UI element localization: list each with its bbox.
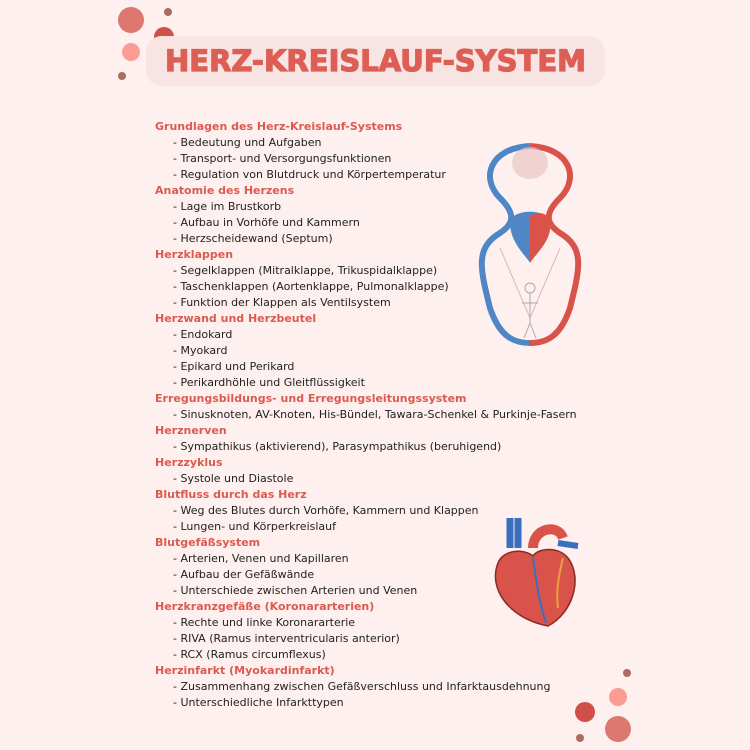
decor-dot	[122, 43, 140, 61]
title-banner	[146, 36, 605, 86]
list-item: - Zusammenhang zwischen Gefäßverschluss und Infarktausdehnung	[173, 680, 551, 693]
section-heading: Anatomie des Herzens	[155, 184, 295, 197]
list-item: - Sinusknoten, AV-Knoten, His-Bündel, Tawara-Schenkel & Purkinje-Fasern	[173, 408, 577, 421]
section-heading: Herzzyklus	[155, 456, 223, 469]
section-heading: Herzkranzgefäße (Koronararterien)	[155, 600, 375, 613]
section-heading: Blutfluss durch das Herz	[155, 488, 307, 501]
list-item: - Lage im Brustkorb	[173, 200, 282, 213]
list-item: - Aufbau in Vorhöfe und Kammern	[173, 216, 360, 229]
decor-dot	[609, 688, 627, 706]
section-heading: Grundlagen des Herz-Kreislauf-Systems	[155, 120, 403, 133]
decor-dot	[575, 702, 595, 722]
heart-illustration-icon	[488, 518, 583, 628]
page-title: HERZ-KREISLAUF-SYSTEM	[164, 44, 586, 78]
list-item: - Unterschiede zwischen Arterien und Venen	[173, 584, 418, 597]
list-item: - Herzscheidewand (Septum)	[173, 232, 333, 245]
list-item: - Unterschiedliche Infarkttypen	[173, 696, 344, 709]
list-item: - Weg des Blutes durch Vorhöfe, Kammern und Klappen	[173, 504, 479, 517]
section-heading: Herzklappen	[155, 248, 234, 261]
decor-dot	[118, 72, 126, 80]
list-item: - Systole und Diastole	[173, 472, 294, 485]
decor-dot	[164, 8, 172, 16]
decor-dot	[623, 669, 631, 677]
decor-dot	[118, 7, 144, 33]
decor-dot	[576, 734, 584, 742]
list-item: - Bedeutung und Aufgaben	[173, 136, 322, 149]
section-heading: Blutgefäßsystem	[155, 536, 261, 549]
section-heading: Herzinfarkt (Myokardinfarkt)	[155, 664, 335, 677]
list-item: - Arterien, Venen und Kapillaren	[173, 552, 349, 565]
list-item: - Funktion der Klappen als Ventilsystem	[173, 296, 391, 309]
decor-dot	[605, 716, 631, 742]
list-item: - RCX (Ramus circumflexus)	[173, 648, 326, 661]
list-item: - Regulation von Blutdruck und Körpertemperatur	[173, 168, 446, 181]
list-item: - Transport- und Versorgungsfunktionen	[173, 152, 392, 165]
list-item: - Segelklappen (Mitralklappe, Trikuspidalklappe)	[173, 264, 438, 277]
list-item: - Endokard	[173, 328, 233, 341]
circulation-diagram-icon	[470, 138, 590, 353]
list-item: - Perikardhöhle und Gleitflüssigkeit	[173, 376, 365, 389]
list-item: - Sympathikus (aktivierend), Parasympathikus (beruhigend)	[173, 440, 502, 453]
list-item: - Myokard	[173, 344, 228, 357]
section-heading: Herznerven	[155, 424, 227, 437]
list-item: - RIVA (Ramus interventricularis anterior)	[173, 632, 400, 645]
list-item: - Rechte und linke Koronararterie	[173, 616, 356, 629]
section-heading: Erregungsbildungs- und Erregungsleitungssystem	[155, 392, 467, 405]
list-item: - Lungen- und Körperkreislauf	[173, 520, 336, 533]
list-item: - Taschenklappen (Aortenklappe, Pulmonalklappe)	[173, 280, 449, 293]
list-item: - Aufbau der Gefäßwände	[173, 568, 315, 581]
list-item: - Epikard und Perikard	[173, 360, 295, 373]
section-heading: Herzwand und Herzbeutel	[155, 312, 317, 325]
